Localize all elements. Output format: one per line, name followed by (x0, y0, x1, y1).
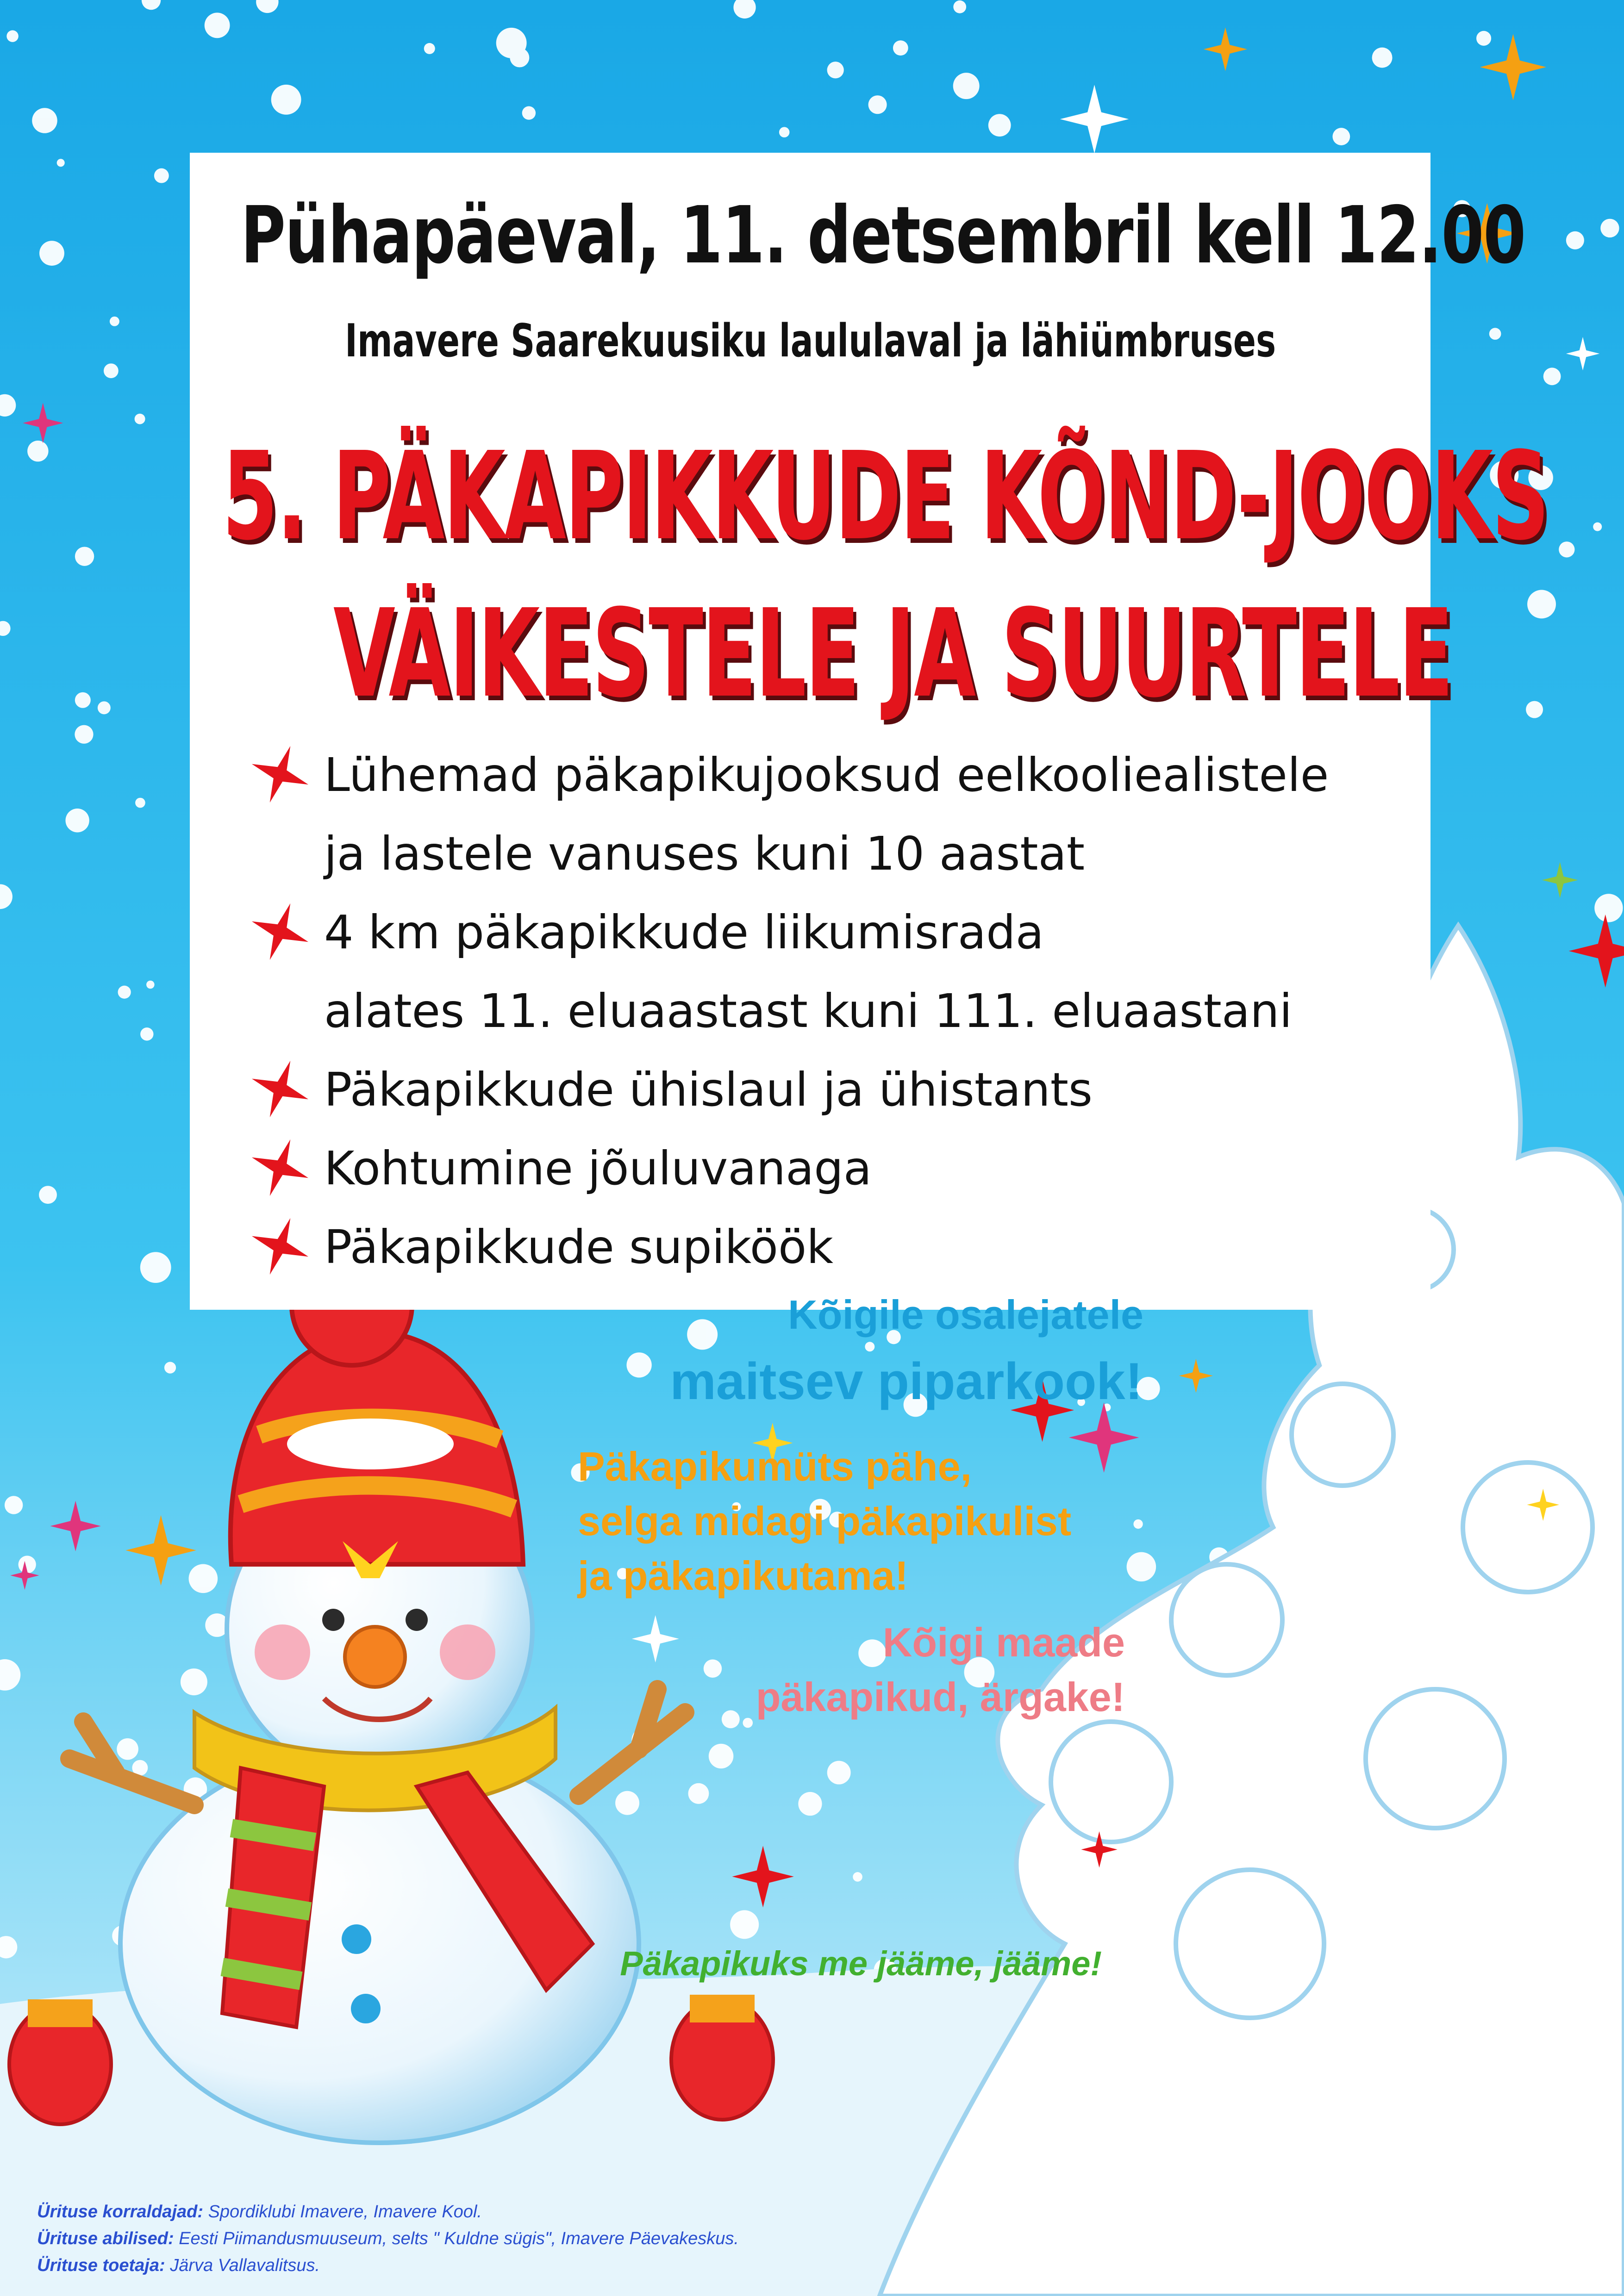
activity-list (250, 736, 1407, 1287)
activity-item (250, 893, 1407, 1051)
wake-line2: päkapikud, ärgake! (756, 1674, 1125, 1720)
event-title-line2: VÄIKESTELE JA SUURTELE (333, 583, 1452, 724)
wake-up-note (756, 1615, 1125, 1724)
activity-text: Päkapikkude supiköök (324, 1220, 834, 1274)
wake-line1: Kõigi maade (882, 1619, 1125, 1665)
activity-text: Lühemad päkapikujooksud eelkooliealistele (324, 748, 1329, 802)
sponsor-credit: Ürituse toetaja: Järva Vallavalitsus. (37, 2256, 320, 2275)
red-star-icon (250, 744, 310, 804)
activity-text: Kohtumine jõuluvanaga (324, 1141, 872, 1195)
organizers-credit: Ürituse korraldajad: Spordiklubi Imavere, Imavere Kool. (37, 2202, 482, 2221)
red-star-icon (250, 1216, 310, 1276)
event-title-line1: 5. PÄKAPIKKUDE KÕND-JOOKS (222, 426, 1549, 567)
activity-item (250, 1129, 1407, 1208)
activity-item (250, 1208, 1407, 1287)
activity-text: Päkapikkude ühislaul ja ühistants (324, 1063, 1093, 1117)
red-star-icon (250, 1059, 310, 1119)
red-star-icon (250, 1138, 310, 1198)
activity-item (250, 736, 1407, 893)
costume-line3: ja päkapikutama! (578, 1553, 909, 1599)
activity-text: ja lastele vanuses kuni 10 aastat (324, 827, 1085, 881)
costume-line2: selga midagi päkapikulist (578, 1498, 1072, 1544)
red-star-icon (250, 902, 310, 962)
event-date-line: Pühapäeval, 11. detsembril kell 12.00 (241, 190, 1525, 281)
activity-text: alates 11. eluaastast kuni 111. eluaastani (324, 984, 1293, 1038)
event-venue-line: Imavere Saarekuusiku laululaval ja lähiümbruses (345, 315, 1276, 367)
costume-note (578, 1439, 1071, 1603)
helpers-credit: Ürituse abilised: Eesti Piimandusmuuseum, selts " Kuldne sügis", Imavere Päevakeskus. (37, 2229, 739, 2248)
event-credits (37, 2198, 739, 2279)
gift-line1: Kõigile osalejatele (788, 1292, 1143, 1338)
song-line: Päkapikuks me jääme, jääme! (620, 1944, 1102, 1983)
activity-text: 4 km päkapikkude liikumisrada (324, 905, 1044, 959)
costume-line1: Päkapikumüts pähe, (578, 1444, 972, 1489)
activity-item (250, 1051, 1407, 1129)
gift-line2: maitsev piparkook! (670, 1352, 1143, 1410)
